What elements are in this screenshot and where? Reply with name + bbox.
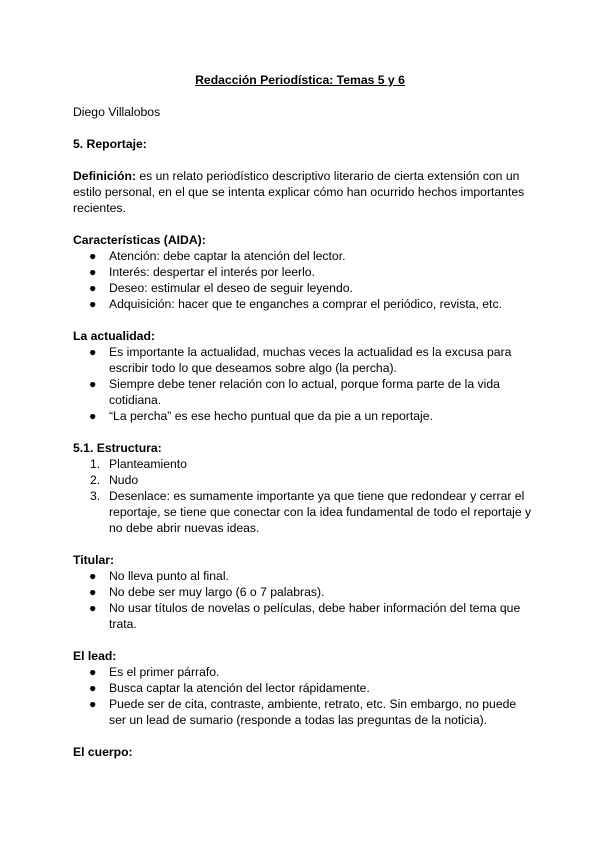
bullet-marker: ● [89,297,97,311]
bullet-marker: ● [89,345,97,359]
caracteristicas-list [73,248,533,312]
heading-caracteristicas: Características (AIDA): [73,233,206,247]
heading-actualidad: La actualidad: [73,329,155,343]
list-item: ● Es importante la actualidad, muchas veces la actualidad es la excusa para escribir todo lo que deseamos sobre algo (la percha). [89,345,512,375]
bullet-marker: ● [89,409,97,423]
list-item: ● Adquisición: hacer que te enganches a comprar el periódico, revista, etc. [89,297,502,311]
list-item: ● Deseo: estimular el deseo de seguir leyendo. [89,281,353,295]
actualidad-list [73,344,533,424]
section-heading-reportaje: 5. Reportaje: [73,137,147,151]
list-item: ● No lleva punto al final. [89,569,229,583]
list-item: ● Es el primer párrafo. [89,665,220,679]
list-item: ● Puede ser de cita, contraste, ambiente, retrato, etc. Sin embargo, no puede ser un lead de sumario (responde a todas las preguntas de la noticia). [89,697,517,727]
heading-titular: Titular: [73,553,115,567]
definition-term: Definición: [73,169,136,183]
document-title: Redacción Periodística: Temas 5 y 6 [195,73,405,87]
titular-list [73,568,533,632]
number-marker: 3. [90,489,101,503]
bullet-marker: ● [89,265,97,279]
list-item: ● Siempre debe tener relación con lo actual, porque forma parte de la vida cotidiana. [89,377,500,407]
list-item: 3. Desenlace: es sumamente importante ya que tiene que redondear y cerrar el reportaje, se tiene que conectar con la idea fundamental de todo el reportaje y no debe abrir nuevas ideas. [90,489,532,535]
bullet-marker: ● [89,281,97,295]
list-item: ● Atención: debe captar la atención del lector. [89,249,346,263]
bullet-marker: ● [89,377,97,391]
bullet-marker: ● [89,249,97,263]
heading-estructura: 5.1. Estructura: [73,441,162,455]
list-item: ● No usar títulos de novelas o películas, debe haber información del tema que trata. [89,601,521,631]
definition-text: es un relato periodístico descriptivo literario de cierta extensión con un estilo personal, en el que se intenta explicar cómo han ocurrido hechos importantes recientes. [73,169,525,215]
author-name: Diego Villalobos [73,105,161,119]
heading-lead: El lead: [73,649,117,663]
list-item: ● “La percha” es ese hecho puntual que da pie a un reportaje. [89,409,433,423]
bullet-marker: ● [89,697,97,711]
bullet-marker: ● [89,601,97,615]
estructura-list [73,456,533,536]
number-marker: 2. [90,473,101,487]
bullet-marker: ● [89,665,97,679]
number-marker: 1. [90,457,101,471]
definition-paragraph [73,168,533,216]
list-item: ● Busca captar la atención del lector rápidamente. [89,681,370,695]
list-item: ● No debe ser muy largo (6 o 7 palabras). [89,585,325,599]
list-item: 2. Nudo [90,473,139,487]
bullet-marker: ● [89,569,97,583]
bullet-marker: ● [89,585,97,599]
lead-list [73,664,533,728]
list-item: 1. Planteamiento [90,457,187,471]
list-item: ● Interés: despertar el interés por leerlo. [89,265,315,279]
bullet-marker: ● [89,681,97,695]
heading-cuerpo: El cuerpo: [73,745,133,759]
